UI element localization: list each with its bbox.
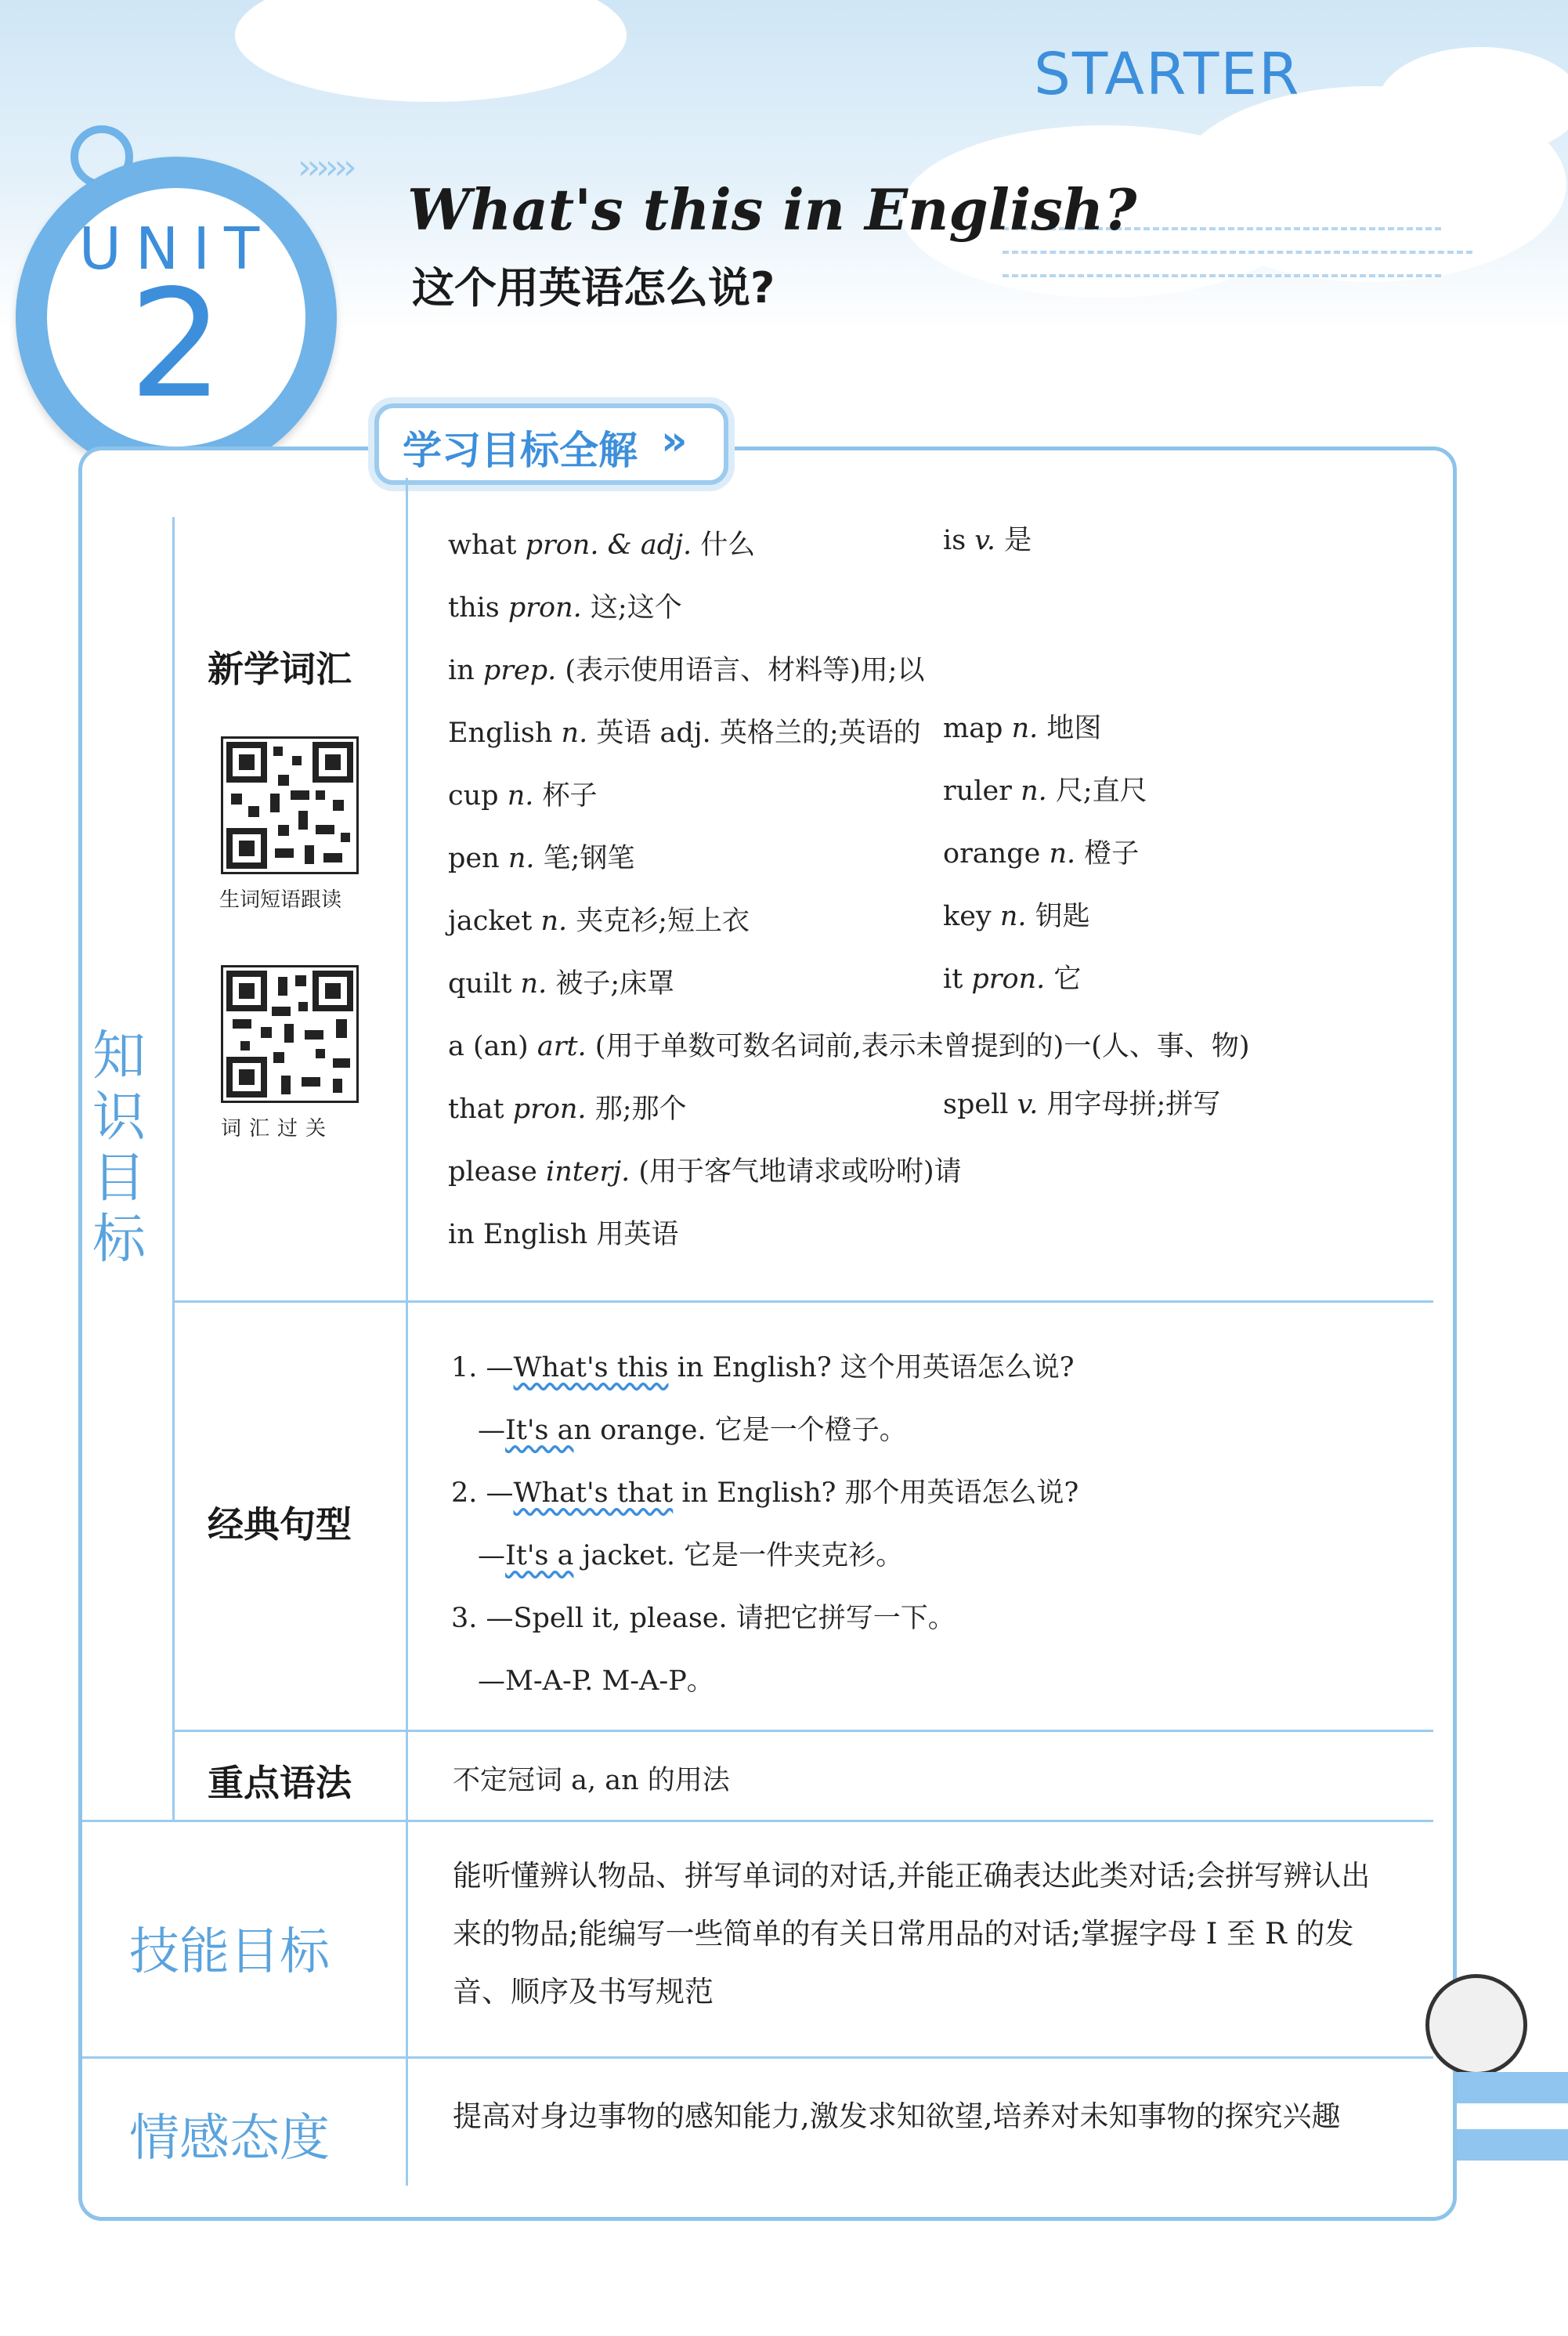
- vocab-word: that: [448, 1094, 504, 1125]
- new-vocab-label: 新学词汇: [208, 648, 352, 690]
- vocab-word: spell: [943, 1089, 1009, 1120]
- vocab-meaning: 笔;钢笔: [543, 843, 635, 874]
- vocab-word: ruler: [943, 776, 1012, 807]
- pattern-text: jacket. 它是一件夹克衫。: [573, 1540, 904, 1571]
- vocab-meaning: 尺;直尺: [1055, 776, 1147, 807]
- vocab-meaning: 被子;床罩: [555, 968, 675, 1000]
- vocab-meaning: 它: [1053, 964, 1082, 995]
- dotted-decoration: [1003, 251, 1472, 254]
- vocab-word: English: [448, 718, 553, 749]
- dotted-decoration: [1003, 274, 1441, 277]
- vocab-meaning: 地图: [1046, 713, 1102, 744]
- vocab-entry: [448, 586, 682, 625]
- attitude-goals-label: 情感态度: [129, 2110, 330, 2168]
- knowledge-goals-title: 知识目标: [92, 1025, 146, 1271]
- vocab-meaning: 用字母拼;拼写: [1046, 1089, 1221, 1120]
- key-grammar-label: 重点语法: [208, 1762, 352, 1804]
- vocab-meaning: 英语 adj. 英格兰的;英语的: [596, 718, 921, 749]
- vocab-entry: [448, 1087, 687, 1126]
- pattern-answer: [478, 1408, 907, 1448]
- vocab-meaning: 用英语: [596, 1219, 679, 1250]
- vocab-entry: [943, 769, 1147, 808]
- vocab-entry: [943, 519, 1031, 558]
- vocab-entry: [448, 1025, 1250, 1064]
- row-divider: [172, 1300, 1433, 1303]
- vocab-word: it: [943, 964, 963, 995]
- vocab-pos: n.: [1049, 838, 1076, 870]
- vocab-pos: pron.: [508, 592, 582, 624]
- vocab-meaning: 是: [1004, 525, 1032, 556]
- vocab-word: map: [943, 713, 1003, 744]
- vocab-pos: v.: [974, 525, 996, 556]
- mascot-icon: [1425, 1974, 1527, 2076]
- vocab-pos: art.: [537, 1031, 587, 1062]
- key-phrase: It's a: [505, 1415, 574, 1446]
- vocab-entry: [943, 895, 1090, 934]
- vocab-meaning: 这;这个: [590, 592, 682, 624]
- vocab-word: key: [943, 901, 992, 932]
- series-label: STARTER: [1034, 41, 1301, 108]
- dash-mark: —: [478, 1665, 505, 1697]
- pattern-text: M-A-P. M-A-P。: [505, 1665, 714, 1697]
- learning-goals-label: 学习目标全解: [403, 428, 638, 473]
- row-divider: [82, 1820, 1433, 1822]
- dash-mark: —: [478, 1540, 505, 1571]
- vocab-pos: n.: [540, 906, 568, 937]
- edge-stripe-decoration: [1457, 2129, 1568, 2161]
- vocab-pos: pron. & adj.: [525, 530, 692, 561]
- pattern-number: 1.: [451, 1352, 478, 1383]
- pattern-text: Spell it, please. 请把它拼写一下。: [513, 1603, 956, 1634]
- vocab-entry: [943, 832, 1139, 871]
- grammar-text: 不定冠词 a, an 的用法: [453, 1765, 730, 1796]
- edge-stripe-decoration: [1457, 2072, 1568, 2103]
- vocab-word: cup: [448, 780, 499, 812]
- vocab-word: a (an): [448, 1031, 529, 1062]
- vocab-pos: n.: [508, 843, 535, 874]
- vocab-word: in: [448, 655, 475, 686]
- vocab-entry: [448, 1213, 678, 1252]
- vocab-pos: interj.: [546, 1156, 630, 1188]
- skill-goals-text: 能听懂辨认物品、拼写单词的对话,并能正确表达此类对话;会拼写辨认出来的物品;能编写一些简单的有关日常用品的对话;掌握字母 I 至 R 的发音、顺序及书写规范: [453, 1859, 1371, 2009]
- vocab-word: what: [448, 530, 517, 561]
- column-divider: [172, 517, 175, 1821]
- pattern-text: in English? 这个用英语怎么说?: [668, 1352, 1075, 1383]
- vocab-meaning: 夹克衫;短上衣: [576, 906, 750, 937]
- vocab-meaning: 什么: [700, 530, 756, 561]
- vocab-entry: [448, 649, 925, 688]
- vocab-pos: n.: [561, 718, 588, 749]
- vocab-word: quilt: [448, 968, 512, 1000]
- lesson-title-zh: 这个用英语怎么说?: [412, 263, 775, 313]
- pattern-text: n orange. 它是一个橙子。: [573, 1415, 907, 1446]
- vocab-entry: [943, 707, 1101, 746]
- pattern-text: in English? 那个用英语怎么说?: [673, 1477, 1079, 1509]
- vocab-meaning: 那;那个: [594, 1094, 687, 1125]
- dash-mark: —: [486, 1603, 514, 1634]
- column-divider: [406, 478, 408, 2186]
- vocab-entry: [448, 774, 598, 813]
- pattern-number: 2.: [451, 1477, 478, 1509]
- pattern-question: [451, 1471, 1078, 1510]
- vocab-entry: [943, 957, 1081, 996]
- vocab-entry: [448, 1150, 962, 1189]
- vocab-meaning: (表示使用语言、材料等)用;以: [565, 655, 925, 686]
- vocab-meaning: 橙子: [1084, 838, 1140, 870]
- key-phrase: What's that: [513, 1477, 674, 1509]
- qr-code-caption: 词汇过关: [221, 1117, 334, 1141]
- pattern-answer: [478, 1534, 903, 1573]
- row-divider: [172, 1730, 1433, 1732]
- dash-mark: —: [478, 1415, 505, 1446]
- dash-mark: —: [486, 1352, 514, 1383]
- unit-number: 2: [128, 258, 224, 431]
- pattern-answer: [478, 1659, 714, 1698]
- double-chevron-icon: »: [661, 418, 688, 465]
- arrow-decoration-icon: ››››››: [298, 147, 352, 187]
- sentence-patterns-label: 经典句型: [208, 1503, 352, 1546]
- vocab-entry: [448, 837, 634, 876]
- dash-mark: —: [486, 1477, 514, 1509]
- vocab-word: jacket: [448, 906, 533, 937]
- vocab-word: orange: [943, 838, 1041, 870]
- qr-code-icon: [221, 736, 359, 874]
- key-phrase: What's this: [513, 1352, 669, 1383]
- vocab-word: this: [448, 592, 500, 624]
- vocab-meaning: (用于单数可数名词前,表示未曾提到的)一(人、事、物): [594, 1031, 1250, 1062]
- unit-word: UNIT: [78, 215, 274, 283]
- qr-code-caption: 生词短语跟读: [219, 888, 342, 912]
- vocab-pos: n.: [507, 780, 534, 812]
- vocab-pos: n.: [520, 968, 547, 1000]
- vocab-word: pen: [448, 843, 500, 874]
- vocab-meaning: (用于客气地请求或吩咐)请: [638, 1156, 962, 1188]
- cloud-decoration: [235, 0, 627, 102]
- skill-goals-label: 技能目标: [129, 1923, 330, 1981]
- vocab-pos: pron.: [971, 964, 1046, 995]
- vocab-word: is: [943, 525, 966, 556]
- vocab-pos: n.: [1021, 776, 1047, 807]
- vocab-meaning: 钥匙: [1035, 901, 1090, 932]
- row-divider: [82, 2056, 1433, 2059]
- vocab-entry: [943, 1083, 1220, 1122]
- lesson-title-en: What's this in English?: [407, 176, 1137, 243]
- vocab-word: in English: [448, 1219, 588, 1250]
- pattern-number: 3.: [451, 1603, 478, 1634]
- pattern-question: [451, 1346, 1075, 1385]
- attitude-goals-text: 提高对身边事物的感知能力,激发求知欲望,培养对未知事物的探究兴趣: [453, 2099, 1341, 2133]
- vocab-pos: prep.: [482, 655, 557, 686]
- vocab-pos: pron.: [512, 1094, 587, 1125]
- vocab-pos: v.: [1017, 1089, 1039, 1120]
- key-phrase: It's a: [505, 1540, 574, 1571]
- vocab-pos: n.: [999, 901, 1027, 932]
- vocab-entry: [448, 899, 750, 938]
- vocab-meaning: 杯子: [542, 780, 598, 812]
- pattern-question: [451, 1597, 956, 1636]
- cloud-decoration: [1378, 47, 1568, 157]
- vocab-entry: [448, 523, 755, 562]
- qr-code-icon: [221, 965, 359, 1103]
- vocab-pos: n.: [1011, 713, 1039, 744]
- learning-goals-tab: [374, 403, 728, 485]
- vocab-entry: [448, 711, 921, 750]
- vocab-word: please: [448, 1156, 537, 1188]
- vocab-entry: [448, 962, 674, 1001]
